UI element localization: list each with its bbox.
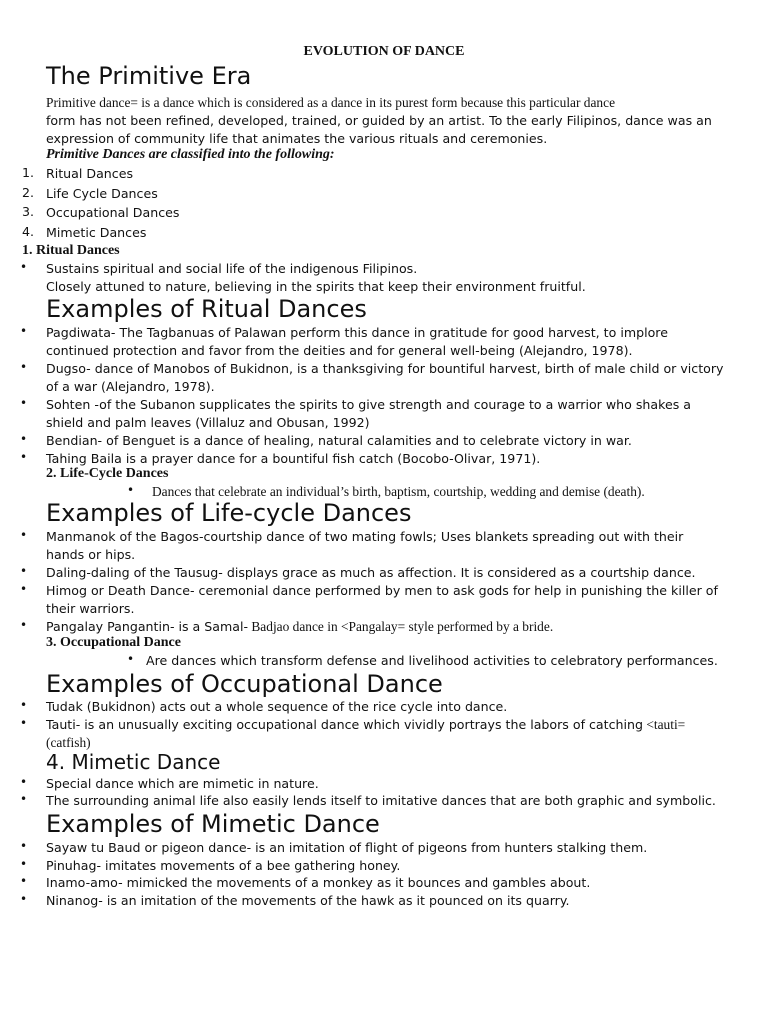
ritual-example-3-line-1: Sohten -of the Subanon supplicates the spirits to give strength and courage to a warrior who shakes a xyxy=(46,397,691,412)
bullet: • xyxy=(20,698,28,712)
primitive-intro-line-2: form has not been refined, developed, trained, or guided by an artist. To the early Filipinos, dance was an xyxy=(46,113,712,128)
primitive-intro-line-3: expression of community life that animates the various rituals and ceremonies. xyxy=(46,131,548,146)
list-number: 1. xyxy=(22,165,35,180)
life-cycle-example-2: Daling-daling of the Tausug- displays grace as much as affection. It is considered as a courtship dance. xyxy=(46,565,696,580)
document-title: EVOLUTION OF DANCE xyxy=(303,44,465,59)
ritual-desc-2: Closely attuned to nature, believing in the spirits that keep their environment fruitful. xyxy=(46,279,586,294)
bullet: • xyxy=(20,564,28,578)
list-number: 3. xyxy=(22,204,35,219)
bullet: • xyxy=(20,716,28,730)
bullet: • xyxy=(20,857,28,871)
mimetic-example-2: Pinuhag- imitates movements of a bee gathering honey. xyxy=(46,858,401,873)
list-number: 4. xyxy=(22,224,35,239)
ritual-example-2-line-2: of a war (Alejandro, 1978). xyxy=(46,379,215,394)
ritual-example-5: Tahing Baila is a prayer dance for a bountiful fish catch (Bocobo-Olivar, 1971). xyxy=(46,451,541,466)
subheading-mimetic-dance: 4. Mimetic Dance xyxy=(46,750,221,774)
subheading-ritual-dances: 1. Ritual Dances xyxy=(22,243,120,258)
list-item-ritual: Ritual Dances xyxy=(46,166,134,181)
occupational-example-2-lead: Tauti- is an unusually exciting occupational dance which vividly portrays the labors of catching xyxy=(46,717,643,732)
bullet: • xyxy=(20,260,28,274)
list-item-mimetic: Mimetic Dances xyxy=(46,225,147,240)
primitive-intro-line-1 xyxy=(46,94,615,112)
occupational-example-2-tail: <tauti= xyxy=(642,717,686,732)
bullet: • xyxy=(20,450,28,464)
bullet: • xyxy=(20,775,28,789)
primitive-intro-lead: Primitive dance= is a dance which is considered as a dance in its purest form because this particular dance xyxy=(46,95,616,110)
life-cycle-example-4 xyxy=(46,618,553,636)
mimetic-desc-2: The surrounding animal life also easily lends itself to imitative dances that are both graphic and symbolic. xyxy=(46,793,716,808)
ritual-desc-1: Sustains spiritual and social life of the indigenous Filipinos. xyxy=(46,261,418,276)
life-cycle-example-3-line-1: Himog or Death Dance- ceremonial dance performed by men to ask gods for help in punishing the killer of xyxy=(46,583,718,598)
examples-heading-mimetic: Examples of Mimetic Dance xyxy=(46,810,380,838)
bullet: • xyxy=(20,432,28,446)
occupational-desc: Are dances which transform defense and livelihood activities to celebratory performances. xyxy=(146,653,718,668)
bullet: • xyxy=(20,618,28,632)
occupational-example-1: Tudak (Bukidnon) acts out a whole sequence of the rice cycle into dance. xyxy=(46,699,508,714)
list-item-life-cycle: Life Cycle Dances xyxy=(46,186,158,201)
bullet: • xyxy=(20,528,28,542)
life-cycle-example-4-lead: Pangalay Pangantin- is a Samal- xyxy=(46,619,249,634)
bullet: • xyxy=(20,792,28,806)
mimetic-example-1: Sayaw tu Baud or pigeon dance- is an imitation of flight of pigeons from hunters stalking them. xyxy=(46,840,648,855)
occupational-example-2-line-1 xyxy=(46,716,685,734)
examples-heading-ritual: Examples of Ritual Dances xyxy=(46,295,367,323)
life-cycle-example-3-line-2: their warriors. xyxy=(46,601,135,616)
classification-heading: Primitive Dances are classified into the following: xyxy=(46,147,335,162)
ritual-example-3-line-2: shield and palm leaves (Villaluz and Obusan, 1992) xyxy=(46,415,370,430)
ritual-example-1-line-1: Pagdiwata- The Tagbanuas of Palawan perform this dance in gratitude for good harvest, to implore xyxy=(46,325,668,340)
examples-heading-life-cycle: Examples of Life-cycle Dances xyxy=(46,499,412,527)
subheading-life-cycle-dances: 2. Life-Cycle Dances xyxy=(46,466,169,481)
mimetic-desc-1: Special dance which are mimetic in nature. xyxy=(46,776,319,791)
examples-heading-occupational: Examples of Occupational Dance xyxy=(46,670,443,698)
bullet: • xyxy=(20,324,28,338)
ritual-example-4: Bendian- of Benguet is a dance of healing, natural calamities and to celebrate victory in war. xyxy=(46,433,632,448)
life-cycle-example-1-line-1: Manmanok of the Bagos-courtship dance of two mating fowls; Uses blankets spreading out with their xyxy=(46,529,684,544)
life-cycle-example-4-tail: Badjao dance in <Pangalay= style performed by a bride. xyxy=(248,619,554,634)
list-item-occupational: Occupational Dances xyxy=(46,205,180,220)
bullet: • xyxy=(20,892,28,906)
life-cycle-desc: Dances that celebrate an individual’s birth, baptism, courtship, wedding and demise (death). xyxy=(152,484,645,499)
ritual-example-2-line-1: Dugso- dance of Manobos of Bukidnon, is a thanksgiving for bountiful harvest, birth of male child or victory xyxy=(46,361,724,376)
bullet: • xyxy=(20,360,28,374)
bullet: • xyxy=(20,874,28,888)
bullet: • xyxy=(20,582,28,596)
bullet: • xyxy=(127,652,135,666)
section-heading-primitive-era: The Primitive Era xyxy=(46,62,252,90)
bullet: • xyxy=(20,396,28,410)
life-cycle-example-1-line-2: hands or hips. xyxy=(46,547,136,562)
bullet: • xyxy=(127,483,135,497)
mimetic-example-4: Ninanog- is an imitation of the movements of the hawk as it pounced on its quarry. xyxy=(46,893,570,908)
ritual-example-1-line-2: continued protection and favor from the deities and for general well-being (Alejandro, 1978). xyxy=(46,343,633,358)
occupational-example-2-line-2: (catfish) xyxy=(46,735,91,750)
subheading-occupational-dance: 3. Occupational Dance xyxy=(46,635,181,650)
list-number: 2. xyxy=(22,185,35,200)
mimetic-example-3: Inamo-amo- mimicked the movements of a monkey as it bounces and gambles about. xyxy=(46,875,591,890)
bullet: • xyxy=(20,839,28,853)
